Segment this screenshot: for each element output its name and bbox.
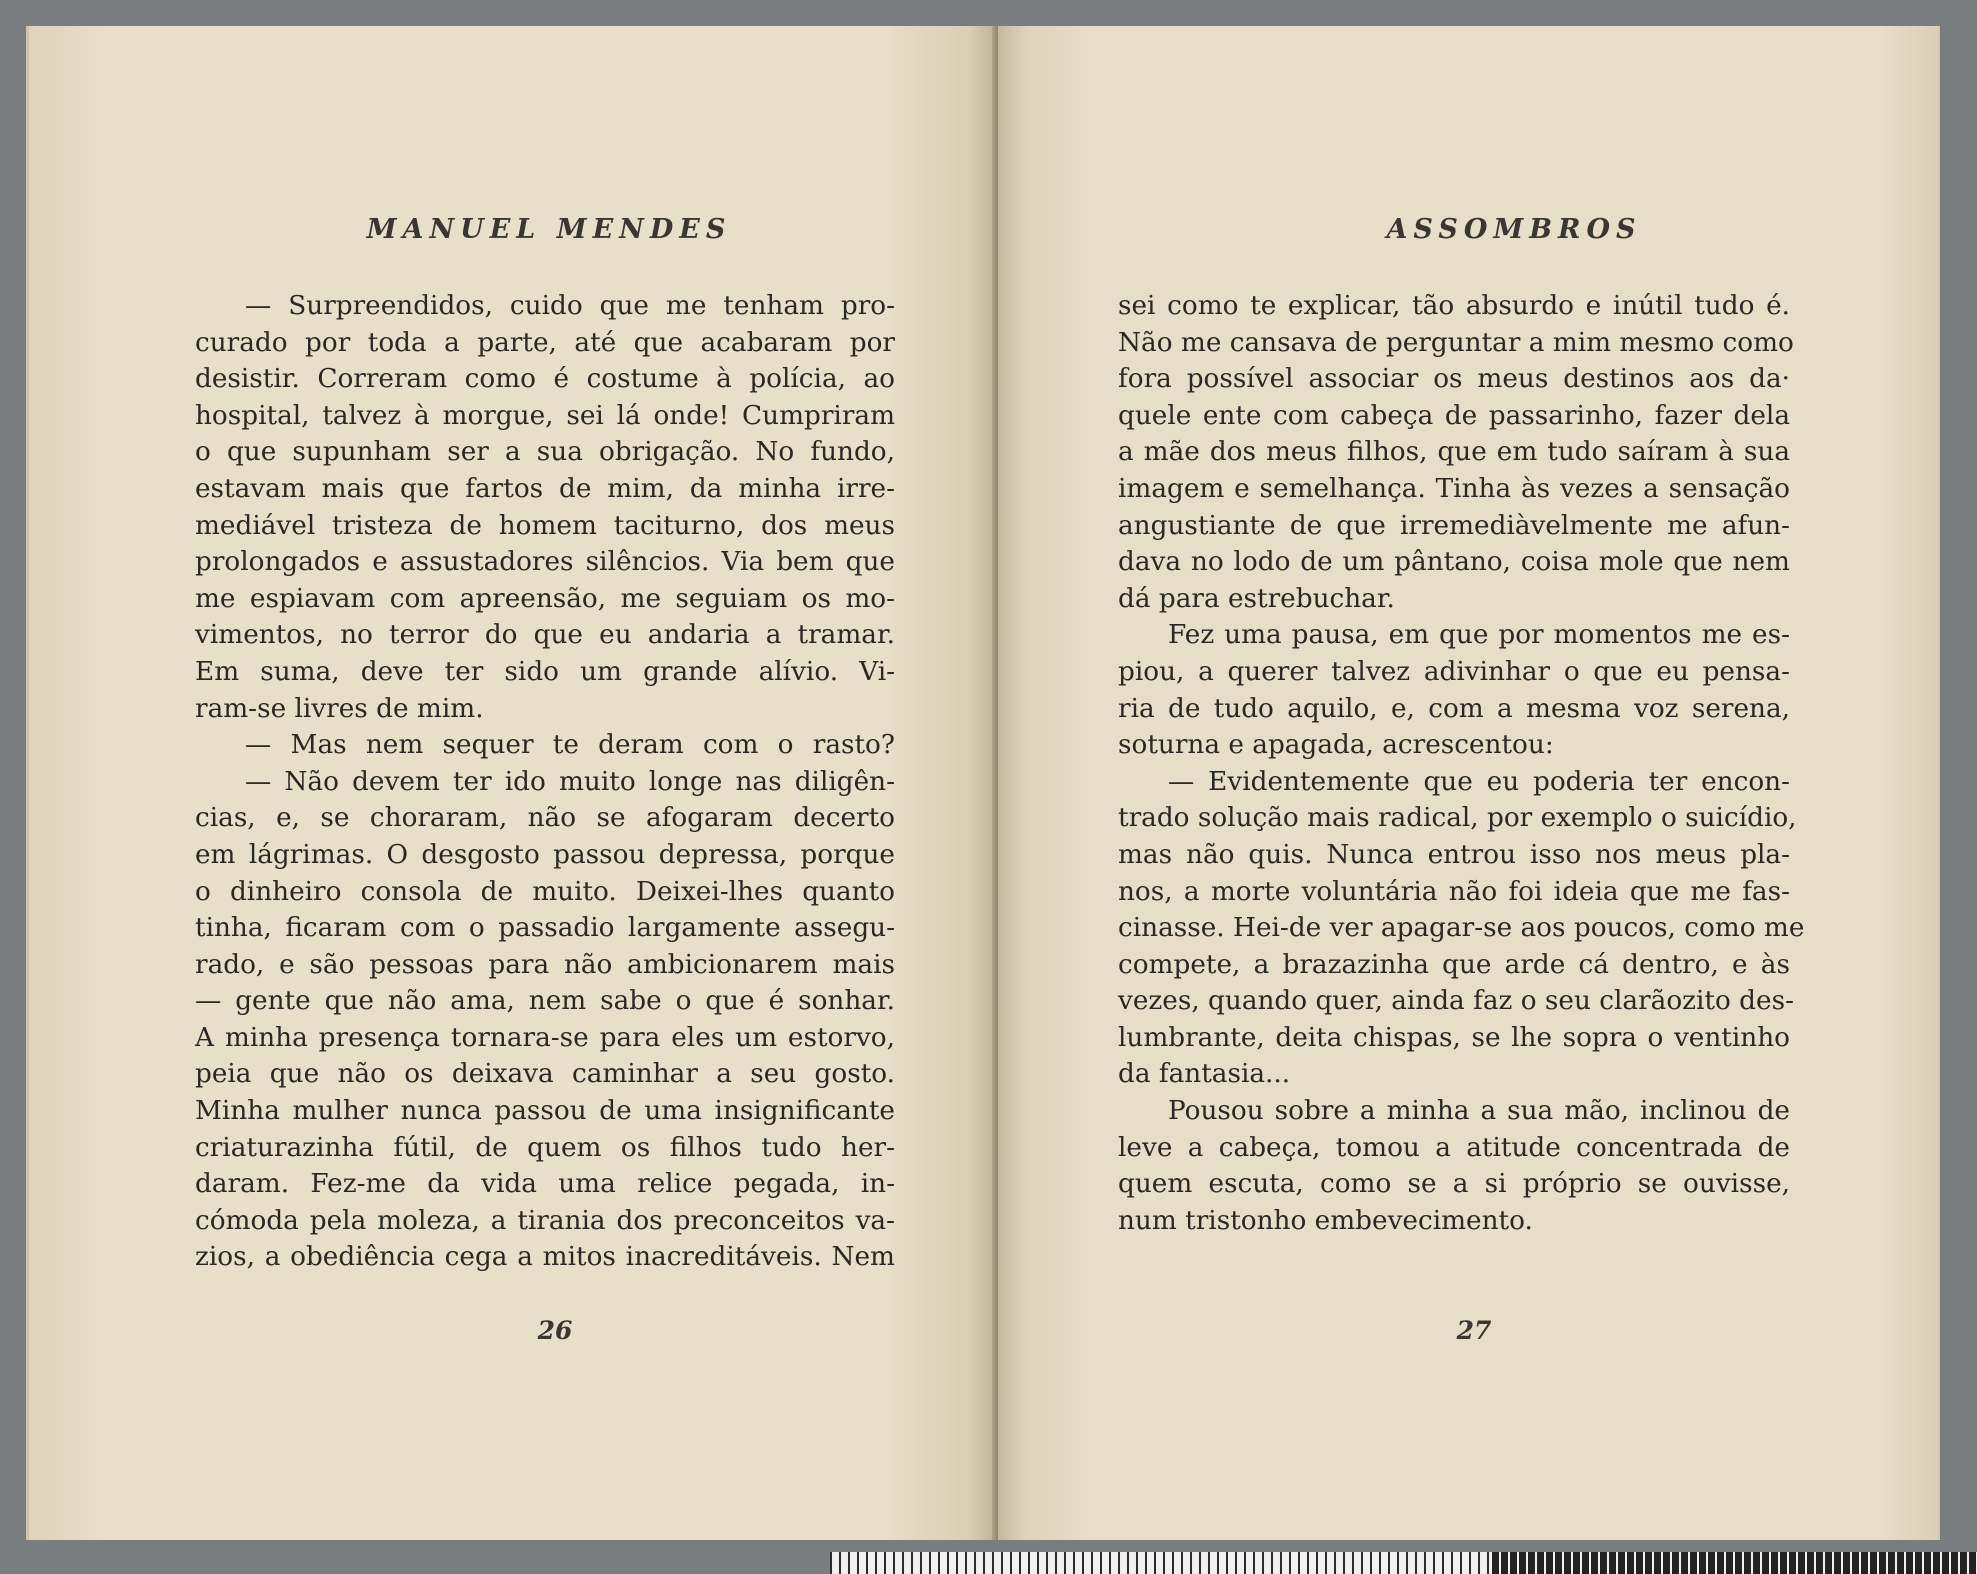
text-line: Fez uma pausa, em que por momentos me es-	[1168, 620, 1790, 651]
text-line: cómoda pela moleza, a tirania dos preconceitos va-	[195, 1205, 895, 1236]
right-page-body	[1118, 288, 1805, 1239]
scale-ruler	[830, 1552, 1977, 1574]
text-line: cias, e, se choraram, não se afogaram decerto	[195, 803, 895, 834]
page-number: 27	[1456, 1316, 1492, 1345]
text-line: me espiavam com apreensão, me seguiam os mo-	[195, 583, 895, 614]
running-head-title: ASSOMBROS	[1386, 214, 1642, 245]
text-line: hospital, talvez à morgue, sei lá onde! Cumpriram	[195, 400, 895, 431]
text-line: daram. Fez-me da vida uma relice pegada, in-	[195, 1169, 895, 1200]
text-line: rado, e são pessoas para não ambicionarem mais	[195, 949, 895, 980]
text-line: num tristonho embevecimento.	[1118, 1205, 1533, 1236]
text-line: quele ente com cabeça de passarinho, fazer dela	[1118, 400, 1790, 431]
text-line: A minha presença tornara-se para eles um estorvo,	[195, 1022, 895, 1053]
text-line: Em suma, deve ter sido um grande alívio. Vi-	[195, 656, 895, 687]
text-line: compete, a brazazinha que arde cá dentro, e às	[1118, 949, 1790, 980]
left-page	[26, 26, 998, 1540]
text-line: lumbrante, deita chispas, se lhe sopra o ventinho	[1118, 1022, 1790, 1053]
text-line: piou, a querer talvez adivinhar o que eu pensa-	[1118, 656, 1790, 687]
text-line: a mãe dos meus filhos, que em tudo saíram à sua	[1118, 437, 1790, 468]
text-line: peia que não os deixava caminhar a seu gosto.	[195, 1059, 895, 1090]
text-line: estavam mais que fartos de mim, da minha irre-	[195, 473, 895, 504]
text-line: ram-se livres de mim.	[195, 693, 484, 724]
text-line: trado solução mais radical, por exemplo o suicídio,	[1118, 803, 1797, 834]
text-line: dá para estrebuchar.	[1118, 583, 1395, 614]
text-line: ria de tudo aquilo, e, com a mesma voz serena,	[1118, 693, 1790, 724]
text-line: Minha mulher nunca passou de uma insignificante	[195, 1096, 895, 1127]
text-line: vezes, quando quer, ainda faz o seu clarãozito des-	[1118, 986, 1794, 1017]
text-line: da fantasia...	[1118, 1059, 1291, 1090]
text-line: mediável tristeza de homem taciturno, dos meus	[195, 510, 895, 541]
text-line: soturna e apagada, acrescentou:	[1118, 730, 1554, 761]
text-line: quem escuta, como se a si próprio se ouvisse,	[1118, 1169, 1790, 1200]
text-line: imagem e semelhança. Tinha às vezes a sensação	[1118, 473, 1790, 504]
open-book	[26, 26, 1940, 1540]
text-line: prolongados e assustadores silêncios. Via bem que	[195, 547, 895, 578]
text-line: angustiante de que irremediàvelmente me afun-	[1118, 510, 1790, 541]
text-line: nos, a morte voluntária não foi ideia que me fas-	[1118, 876, 1790, 907]
text-line: fora possível associar os meus destinos aos da·	[1118, 364, 1790, 395]
page-number: 26	[537, 1316, 573, 1345]
text-line: o dinheiro consola de muito. Deixei-lhes quanto	[195, 876, 895, 907]
text-line: curado por toda a parte, até que acabaram por	[195, 327, 895, 358]
text-line: — Mas nem sequer te deram com o rasto?	[245, 730, 895, 761]
text-line: — gente que não ama, nem sabe o que é sonhar.	[195, 986, 895, 1017]
text-line: vimentos, no terror do que eu andaria a tramar.	[195, 620, 895, 651]
right-page	[998, 26, 1940, 1540]
text-line: em lágrimas. O desgosto passou depressa, porque	[195, 839, 895, 870]
text-line: cinasse. Hei-de ver apagar-se aos poucos, como me	[1118, 913, 1805, 944]
text-line: desistir. Correram como é costume à polícia, ao	[195, 364, 895, 395]
text-line: o que supunham ser a sua obrigação. No fundo,	[195, 437, 895, 468]
scale-ruler-dark-segment	[1490, 1552, 1977, 1574]
running-head-author: MANUEL MENDES	[366, 214, 732, 245]
text-line: leve a cabeça, tomou a atitude concentrada de	[1118, 1132, 1790, 1163]
left-page-body	[195, 288, 895, 1276]
text-line: criaturazinha fútil, de quem os filhos tudo her-	[195, 1132, 895, 1163]
text-line: — Não devem ter ido muito longe nas diligên-	[245, 766, 895, 797]
text-line: — Evidentemente que eu poderia ter encon-	[1168, 766, 1790, 797]
text-line: zios, a obediência cega a mitos inacreditáveis. Nem	[195, 1242, 895, 1273]
text-line: Pousou sobre a minha a sua mão, inclinou de	[1168, 1096, 1790, 1127]
text-line: Não me cansava de perguntar a mim mesmo como	[1118, 327, 1794, 358]
text-line: — Surpreendidos, cuido que me tenham pro-	[245, 291, 895, 321]
text-line: dava no lodo de um pântano, coisa mole que nem	[1118, 547, 1790, 578]
text-line: tinha, ficaram com o passadio largamente assegu-	[195, 913, 895, 944]
text-line: sei como te explicar, tão absurdo e inútil tudo é.	[1118, 291, 1790, 321]
text-line: mas não quis. Nunca entrou isso nos meus pla-	[1118, 839, 1790, 870]
